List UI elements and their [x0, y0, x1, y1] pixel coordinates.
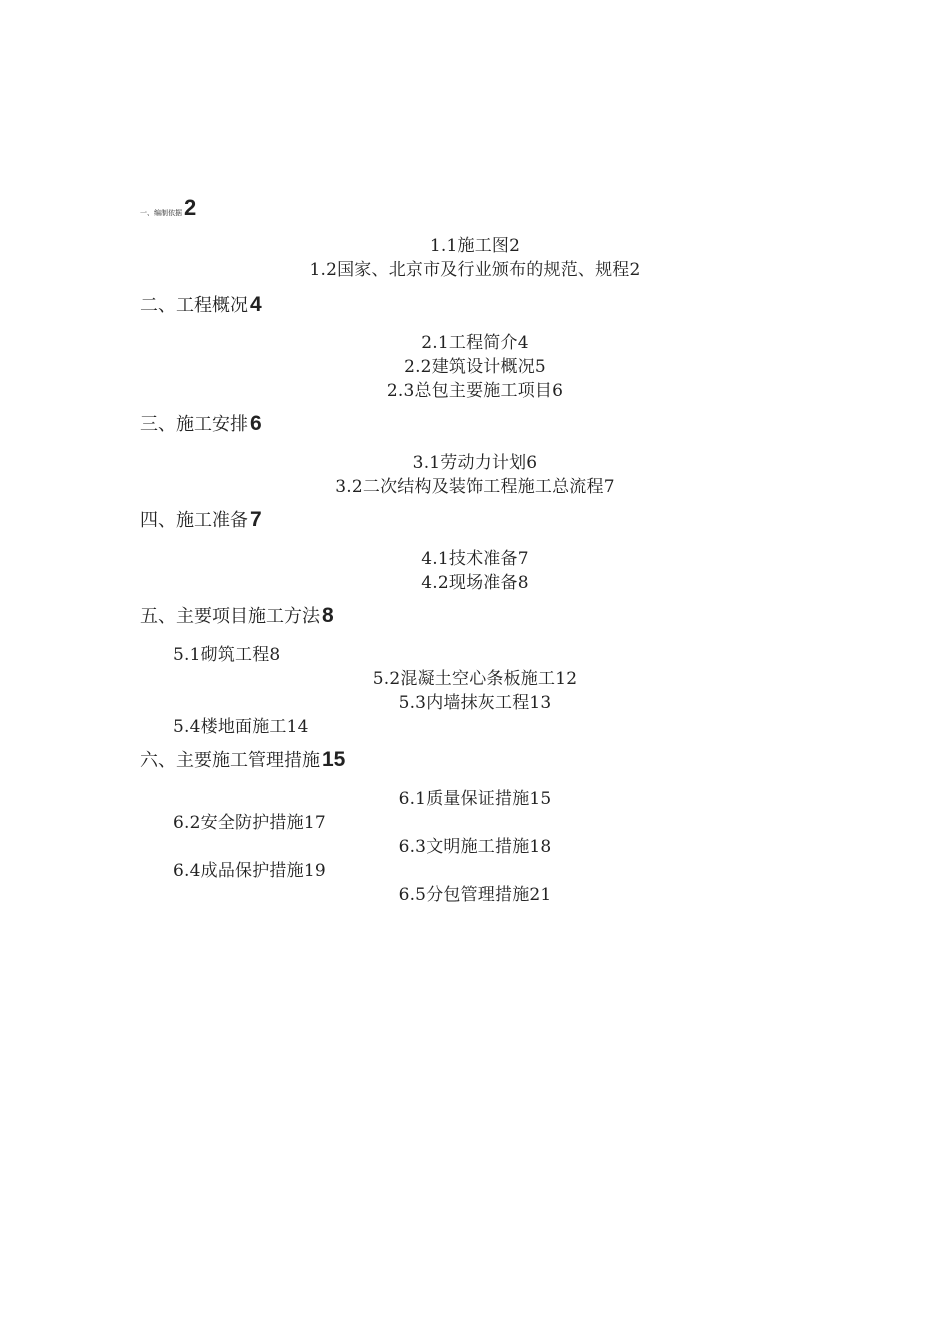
toc-item-2-3[interactable]: 2.3总包主要施工项目6 — [386, 381, 564, 401]
toc-item-2-2[interactable]: 2.2建筑设计概况5 — [404, 357, 546, 377]
toc-heading-1-label: 一、编制依据 — [140, 209, 182, 217]
toc-item-6-1[interactable]: 6.1质量保证措施15 — [398, 789, 552, 809]
toc-item-5-3[interactable]: 5.3内墙抹灰工程13 — [398, 693, 552, 713]
toc-heading-3-label: 三、施工安排 — [140, 414, 248, 435]
toc-item-4-2[interactable]: 4.2现场准备8 — [421, 573, 529, 593]
toc-heading-6-label: 六、主要施工管理措施 — [140, 750, 320, 771]
toc-heading-6[interactable] — [140, 748, 345, 773]
toc-item-1-1[interactable]: 1.1施工图2 — [429, 236, 521, 256]
toc-item-2-1[interactable]: 2.1工程简介4 — [421, 333, 529, 353]
toc-item-6-4[interactable]: 6.4成品保护措施19 — [173, 861, 326, 881]
toc-item-5-1[interactable]: 5.1砌筑工程8 — [173, 645, 281, 665]
toc-item-6-2[interactable]: 6.2安全防护措施17 — [173, 813, 326, 833]
toc-heading-1-page: 2 — [184, 195, 197, 220]
toc-item-6-5[interactable]: 6.5分包管理措施21 — [398, 885, 552, 905]
toc-item-6-3[interactable]: 6.3文明施工措施18 — [398, 837, 552, 857]
toc-heading-3[interactable] — [140, 412, 262, 437]
toc-heading-5-page: 8 — [322, 604, 334, 627]
toc-heading-2[interactable] — [140, 293, 262, 318]
toc-item-5-2[interactable]: 5.2混凝土空心条板施工12 — [372, 669, 578, 689]
toc-item-4-1[interactable]: 4.1技术准备7 — [421, 549, 529, 569]
toc-heading-4[interactable] — [140, 508, 262, 533]
toc-heading-2-label: 二、工程概况 — [140, 295, 248, 316]
toc-heading-6-page: 15 — [322, 748, 346, 771]
toc-item-3-2[interactable]: 3.2二次结构及装饰工程施工总流程7 — [335, 477, 615, 497]
toc-heading-5[interactable] — [140, 604, 334, 629]
toc-heading-4-page: 7 — [250, 508, 262, 531]
toc-heading-1[interactable] — [140, 196, 196, 225]
toc-heading-2-page: 4 — [250, 293, 262, 316]
toc-item-5-4[interactable]: 5.4楼地面施工14 — [173, 717, 309, 737]
toc-item-1-2[interactable]: 1.2国家、北京市及行业颁布的规范、规程2 — [309, 260, 641, 280]
toc-item-3-1[interactable]: 3.1劳动力计划6 — [412, 453, 538, 473]
toc-heading-3-page: 6 — [250, 412, 262, 435]
toc-heading-4-label: 四、施工准备 — [140, 510, 248, 531]
toc-heading-5-label: 五、主要项目施工方法 — [140, 606, 320, 627]
